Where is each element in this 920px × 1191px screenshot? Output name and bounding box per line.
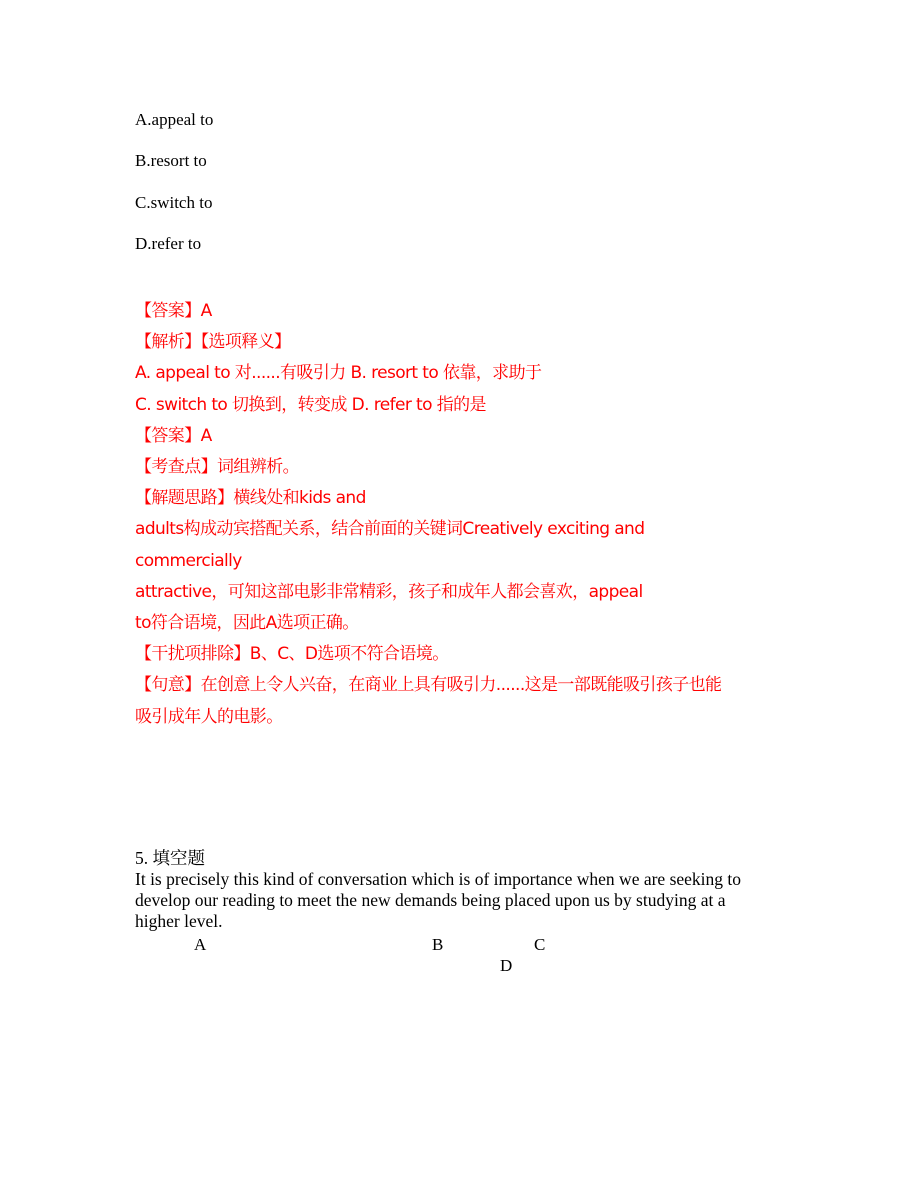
question-text-line: It is precisely this kind of conversation which is of importance when we are seeking to bbox=[135, 869, 742, 889]
answer-line-repeat: 【答案】A bbox=[135, 425, 212, 446]
question-text-line: develop our reading to meet the new demands being placed upon us by studying at a bbox=[135, 890, 726, 910]
sentence-meaning-1: 【句意】在创意上令人兴奋，在商业上具有吸引力......这是一部既能吸引孩子也能 bbox=[135, 675, 722, 696]
option-c: C.switch to bbox=[135, 193, 213, 212]
marker-a: A bbox=[194, 935, 207, 954]
answer-explanation bbox=[135, 296, 795, 733]
solution-idea-5: to符合语境，因此A选项正确。 bbox=[135, 613, 359, 634]
option-d: D.refer to bbox=[135, 234, 202, 253]
option-definitions-1: A. appeal to 对......有吸引力 B. resort to 依靠，求助于 bbox=[135, 363, 542, 384]
solution-idea-3: commercially bbox=[135, 550, 242, 571]
question-5 bbox=[135, 848, 795, 932]
question-title: 5. 填空题 bbox=[135, 848, 205, 868]
marker-d: D bbox=[500, 956, 513, 975]
marker-b: B bbox=[432, 935, 444, 954]
option-a: A.appeal to bbox=[135, 110, 214, 129]
distractor-elimination: 【干扰项排除】B、C、D选项不符合语境。 bbox=[135, 644, 449, 665]
explanation-heading: 【解析】【选项释义】 bbox=[135, 332, 291, 353]
answer-line: 【答案】A bbox=[135, 301, 212, 321]
solution-idea-1: 【解题思路】横线处和kids and bbox=[135, 488, 366, 509]
option-definitions-2: C. switch to 切换到，转变成 D. refer to 指的是 bbox=[135, 394, 486, 415]
test-point: 【考查点】词组辨析。 bbox=[135, 457, 299, 478]
marker-c: C bbox=[534, 935, 546, 954]
question-text-line: higher level. bbox=[135, 911, 223, 931]
solution-idea-4: attractive，可知这部电影非常精彩，孩子和成年人都会喜欢，appeal bbox=[135, 581, 643, 602]
sentence-meaning-2: 吸引成年人的电影。 bbox=[135, 706, 283, 727]
option-b: B.resort to bbox=[135, 151, 207, 170]
solution-idea-2: adults构成动宾搭配关系，结合前面的关键词Creatively exciting and bbox=[135, 519, 645, 540]
